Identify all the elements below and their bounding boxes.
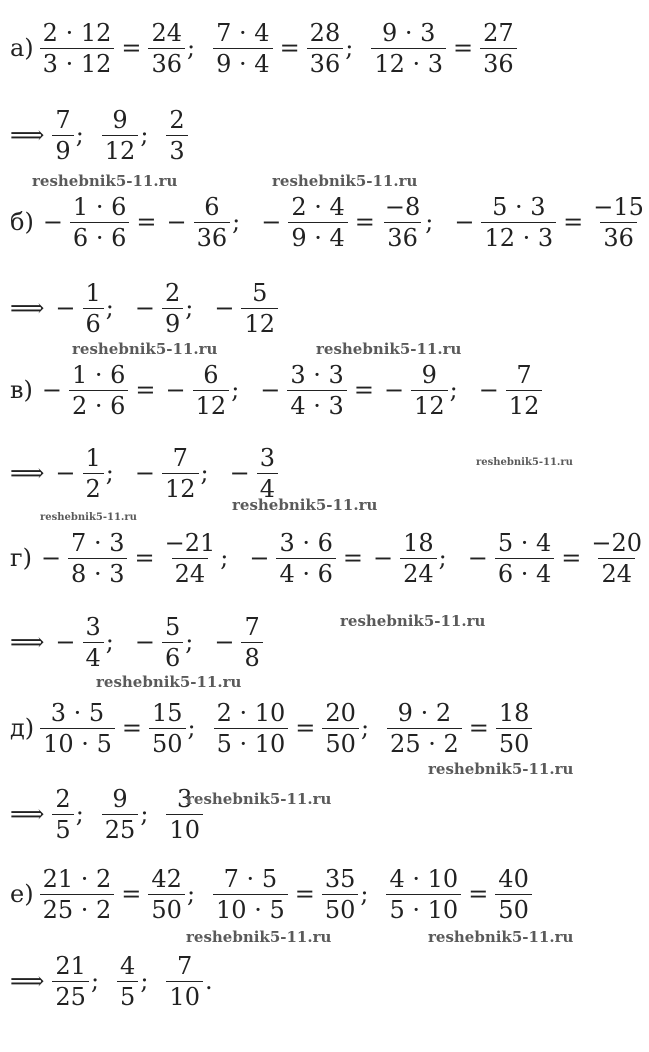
minus-sign: − xyxy=(467,544,488,572)
separator: ; xyxy=(360,714,370,742)
fraction xyxy=(162,278,183,338)
fraction xyxy=(241,278,278,338)
fraction xyxy=(307,18,344,78)
fraction-numerator: 27 xyxy=(483,18,514,47)
fraction xyxy=(495,528,554,588)
fraction-numerator: 7 xyxy=(244,612,260,641)
fraction xyxy=(52,784,73,844)
fraction-numerator: 7 xyxy=(172,443,188,472)
fraction xyxy=(481,192,556,252)
watermark: reshebnik5-11.ru xyxy=(186,790,332,808)
fraction-numerator: 9 xyxy=(112,784,128,813)
minus-sign: − xyxy=(55,459,76,487)
fraction-numerator: −20 xyxy=(591,528,643,557)
fraction-numerator: 4 xyxy=(120,951,136,980)
separator: ; xyxy=(449,376,458,404)
fraction-numerator: 18 xyxy=(498,698,530,727)
fraction xyxy=(322,698,359,758)
fraction-numerator: 3 xyxy=(85,612,101,641)
implies-sign: ⟹ xyxy=(10,459,45,487)
fraction-denominator: 5 xyxy=(52,814,73,842)
minus-sign: − xyxy=(249,544,270,572)
implies-sign: ⟹ xyxy=(10,121,45,149)
fraction xyxy=(40,18,115,78)
fraction xyxy=(148,18,185,78)
fraction-denominator: 3 xyxy=(166,135,187,163)
fraction xyxy=(40,698,115,758)
fraction-denominator: 2 · 6 xyxy=(69,390,128,418)
fraction-denominator: 10 · 5 xyxy=(213,894,288,922)
fraction-denominator: 36 xyxy=(384,222,421,250)
fraction xyxy=(102,784,139,844)
separator: ; xyxy=(200,459,209,487)
fraction-denominator: 5 · 10 xyxy=(214,728,289,756)
item-label: г) xyxy=(10,544,32,572)
fraction xyxy=(193,360,230,420)
fraction-denominator: 12 xyxy=(102,135,139,163)
fraction-denominator: 25 xyxy=(102,814,139,842)
fraction-numerator: 2 · 4 xyxy=(291,192,345,221)
fraction xyxy=(52,105,73,165)
fraction-denominator: 4 · 6 xyxy=(276,558,335,586)
fraction xyxy=(386,864,461,924)
fraction-denominator: 10 xyxy=(166,981,203,1009)
fraction xyxy=(83,443,104,503)
watermark: reshebnik5-11.ru xyxy=(72,340,218,358)
implies-sign: ⟹ xyxy=(10,294,45,322)
watermark: reshebnik5-11.ru xyxy=(340,612,486,630)
equals-sign: = xyxy=(294,880,315,908)
fraction-denominator: 36 xyxy=(307,48,344,76)
fraction-numerator: 1 xyxy=(85,278,101,307)
fraction-numerator: −21 xyxy=(164,528,216,557)
fraction-numerator: −15 xyxy=(593,192,644,221)
fraction-denominator: 36 xyxy=(600,222,637,250)
fraction-numerator: 3 · 5 xyxy=(50,698,105,727)
minus-sign: − xyxy=(260,376,281,404)
separator: ; xyxy=(425,208,434,236)
equals-sign: = xyxy=(453,34,474,62)
fraction xyxy=(83,612,104,672)
minus-sign: − xyxy=(373,544,394,572)
minus-sign: − xyxy=(42,208,63,236)
minus-sign: − xyxy=(214,294,235,322)
fraction-numerator: 2 · 12 xyxy=(42,18,112,47)
fraction xyxy=(480,18,517,78)
fraction xyxy=(70,192,129,252)
fraction xyxy=(322,864,359,924)
fraction xyxy=(287,360,346,420)
fraction-denominator: 25 xyxy=(52,981,89,1009)
fraction-denominator: 50 xyxy=(322,728,359,756)
fraction-denominator: 3 · 12 xyxy=(40,48,115,76)
equals-sign: = xyxy=(121,34,142,62)
fraction-numerator: 2 · 10 xyxy=(216,698,286,727)
fraction xyxy=(411,360,448,420)
fraction-denominator: 12 xyxy=(411,390,448,418)
fraction-denominator: 24 xyxy=(172,558,209,586)
separator: ; xyxy=(360,880,369,908)
fraction-numerator: 5 · 4 xyxy=(497,528,552,557)
fraction-numerator: −8 xyxy=(384,192,421,221)
fraction-denominator: 6 · 4 xyxy=(495,558,554,586)
fraction xyxy=(214,698,289,758)
equals-sign: = xyxy=(135,376,156,404)
fraction-denominator: 36 xyxy=(194,222,231,250)
line-b xyxy=(10,194,649,250)
line-g-result xyxy=(10,614,265,670)
fraction-numerator: 3 · 3 xyxy=(290,360,344,389)
fraction xyxy=(52,951,89,1011)
line-v xyxy=(10,362,544,418)
fraction-denominator: 6 xyxy=(83,308,104,336)
fraction xyxy=(162,612,183,672)
fraction-denominator: 10 xyxy=(166,814,203,842)
fraction xyxy=(495,864,532,924)
line-d xyxy=(10,700,534,756)
implies-sign: ⟹ xyxy=(10,628,45,656)
equals-sign: = xyxy=(468,880,489,908)
line-v-result xyxy=(10,445,280,501)
separator: ; xyxy=(90,967,100,995)
fraction-denominator: 5 xyxy=(117,981,138,1009)
equals-sign: = xyxy=(295,714,316,742)
fraction-numerator: 6 xyxy=(203,360,219,389)
separator: ; xyxy=(438,544,447,572)
separator: ; xyxy=(231,376,240,404)
fraction-denominator: 6 xyxy=(162,642,183,670)
fraction-denominator: 9 xyxy=(52,135,73,163)
separator: ; xyxy=(187,714,196,742)
minus-sign: − xyxy=(383,376,405,404)
fraction xyxy=(276,528,335,588)
fraction xyxy=(83,278,104,338)
fraction-denominator: 5 · 10 xyxy=(386,894,461,922)
minus-sign: − xyxy=(134,294,155,322)
minus-sign: − xyxy=(261,208,282,236)
fraction xyxy=(166,951,203,1011)
fraction-numerator: 7 · 4 xyxy=(216,18,270,47)
fraction-denominator: 25 · 2 xyxy=(387,728,462,756)
item-label: в) xyxy=(10,376,33,404)
fraction xyxy=(162,443,199,503)
fraction-denominator: 36 xyxy=(148,48,185,76)
separator: ; xyxy=(140,967,149,995)
separator: ; xyxy=(75,121,84,149)
watermark: reshebnik5-11.ru xyxy=(186,928,332,946)
minus-sign: − xyxy=(229,459,250,487)
line-g xyxy=(10,530,647,586)
equals-sign: = xyxy=(561,544,582,572)
fraction xyxy=(194,192,231,252)
equals-sign: = xyxy=(563,208,584,236)
fraction xyxy=(400,528,437,588)
implies-sign: ⟹ xyxy=(10,967,45,995)
minus-sign: − xyxy=(41,376,62,404)
fraction-numerator: 1 · 6 xyxy=(71,360,126,389)
watermark: reshebnik5-11.ru xyxy=(32,172,178,190)
fraction-numerator: 5 xyxy=(165,612,181,641)
fraction-denominator: 12 xyxy=(506,390,543,418)
fraction-denominator: 8 · 3 xyxy=(68,558,127,586)
fraction xyxy=(69,360,128,420)
fraction-numerator: 7 · 5 xyxy=(223,864,278,893)
fraction-denominator: 24 xyxy=(598,558,635,586)
line-a xyxy=(10,20,519,76)
equals-sign: = xyxy=(353,376,374,404)
fraction-denominator: 12 · 3 xyxy=(371,48,446,76)
line-e-result xyxy=(10,953,229,1009)
fraction xyxy=(68,528,127,588)
fraction-numerator: 7 · 3 xyxy=(71,528,125,557)
implies-sign: ⟹ xyxy=(10,800,45,828)
fraction-denominator: 12 xyxy=(241,308,278,336)
fraction-numerator: 5 xyxy=(252,278,268,307)
fraction xyxy=(387,698,462,758)
watermark: reshebnik5-11.ru xyxy=(476,457,573,468)
fraction xyxy=(148,864,185,924)
fraction xyxy=(166,105,187,165)
fraction xyxy=(213,18,272,78)
fraction-numerator: 18 xyxy=(403,528,434,557)
separator: ; xyxy=(186,880,196,908)
fraction xyxy=(588,528,645,588)
item-label: е) xyxy=(10,880,34,908)
item-label: б) xyxy=(10,208,34,236)
equals-sign: = xyxy=(342,544,363,572)
fraction xyxy=(371,18,446,78)
minus-sign: − xyxy=(454,208,475,236)
fraction-numerator: 40 xyxy=(498,864,529,893)
line-a-result xyxy=(10,107,190,163)
separator: ; xyxy=(220,544,229,572)
fraction-denominator: 6 · 6 xyxy=(70,222,129,250)
fraction-denominator: 12 xyxy=(162,473,199,501)
fraction-denominator: 50 xyxy=(495,894,532,922)
equals-sign: = xyxy=(134,544,155,572)
fraction-numerator: 20 xyxy=(325,698,356,727)
fraction xyxy=(162,528,219,588)
separator: ; xyxy=(187,34,196,62)
fraction-numerator: 9 · 2 xyxy=(397,698,452,727)
fraction-denominator: 50 xyxy=(148,894,185,922)
minus-sign: − xyxy=(134,459,155,487)
separator: ; xyxy=(105,628,114,656)
fraction-numerator: 6 xyxy=(204,192,220,221)
fraction xyxy=(149,698,186,758)
minus-sign: − xyxy=(55,628,76,656)
line-b-result xyxy=(10,280,280,336)
separator: ; xyxy=(140,121,149,149)
minus-sign: − xyxy=(166,208,187,236)
fraction-numerator: 2 xyxy=(169,105,185,134)
fraction-numerator: 1 · 6 xyxy=(72,192,127,221)
fraction-denominator: 12 xyxy=(193,390,230,418)
fraction xyxy=(257,443,278,503)
equals-sign: = xyxy=(279,34,300,62)
fraction-numerator: 9 xyxy=(421,360,437,389)
fraction xyxy=(590,192,647,252)
fraction-numerator: 7 xyxy=(516,360,532,389)
separator: ; xyxy=(345,34,354,62)
fraction-numerator: 3 xyxy=(177,784,193,813)
fraction xyxy=(213,864,288,924)
fraction-numerator: 2 xyxy=(165,278,181,307)
minus-sign: − xyxy=(478,376,499,404)
minus-sign: − xyxy=(165,376,186,404)
fraction xyxy=(382,192,423,252)
equals-sign: = xyxy=(121,880,142,908)
fraction xyxy=(40,864,115,924)
minus-sign: − xyxy=(134,628,155,656)
fraction-numerator: 35 xyxy=(324,864,356,893)
fraction-numerator: 3 · 6 xyxy=(279,528,333,557)
fraction xyxy=(102,105,139,165)
separator: ; xyxy=(105,294,114,322)
fraction-numerator: 15 xyxy=(151,698,183,727)
separator: ; xyxy=(105,459,114,487)
fraction-denominator: 8 xyxy=(241,642,262,670)
fraction-denominator: 4 · 3 xyxy=(287,390,346,418)
watermark: reshebnik5-11.ru xyxy=(40,512,137,523)
fraction-numerator: 1 xyxy=(85,443,101,472)
fraction-numerator: 28 xyxy=(309,18,341,47)
line-d-result xyxy=(10,786,205,842)
minus-sign: − xyxy=(214,628,235,656)
fraction xyxy=(288,192,347,252)
separator: ; xyxy=(232,208,241,236)
equals-sign: = xyxy=(468,714,489,742)
fraction-numerator: 24 xyxy=(151,18,183,47)
fraction-numerator: 7 xyxy=(177,951,193,980)
watermark: reshebnik5-11.ru xyxy=(428,760,574,778)
fraction-numerator: 2 xyxy=(55,784,71,813)
watermark: reshebnik5-11.ru xyxy=(316,340,462,358)
separator: . xyxy=(204,967,213,995)
fraction xyxy=(496,698,533,758)
watermark: reshebnik5-11.ru xyxy=(272,172,418,190)
separator: ; xyxy=(185,294,194,322)
fraction-denominator: 9 xyxy=(162,308,183,336)
fraction xyxy=(506,360,543,420)
fraction-denominator: 4 xyxy=(83,642,104,670)
separator: ; xyxy=(185,628,194,656)
equals-sign: = xyxy=(136,208,157,236)
fraction-numerator: 21 · 2 xyxy=(42,864,112,893)
fraction-denominator: 24 xyxy=(400,558,437,586)
fraction-numerator: 7 xyxy=(55,105,71,134)
fraction-denominator: 36 xyxy=(480,48,517,76)
fraction-numerator: 5 · 3 xyxy=(492,192,546,221)
fraction-denominator: 9 · 4 xyxy=(213,48,272,76)
watermark: reshebnik5-11.ru xyxy=(232,496,378,514)
item-label: а) xyxy=(10,34,34,62)
fraction-denominator: 50 xyxy=(322,894,359,922)
watermark: reshebnik5-11.ru xyxy=(428,928,574,946)
fraction-denominator: 25 · 2 xyxy=(40,894,115,922)
fraction-numerator: 4 · 10 xyxy=(389,864,459,893)
fraction xyxy=(117,951,138,1011)
fraction-denominator: 50 xyxy=(496,728,533,756)
line-e xyxy=(10,866,534,922)
fraction-numerator: 9 · 3 xyxy=(381,18,436,47)
fraction-numerator: 3 xyxy=(259,443,276,472)
fraction-numerator: 21 xyxy=(55,951,86,980)
fraction-numerator: 42 xyxy=(151,864,182,893)
fraction-denominator: 9 · 4 xyxy=(288,222,347,250)
separator: ; xyxy=(140,800,149,828)
fraction xyxy=(241,612,262,672)
equals-sign: = xyxy=(354,208,375,236)
minus-sign: − xyxy=(40,544,62,572)
separator: ; xyxy=(75,800,84,828)
fraction-numerator: 9 xyxy=(112,105,128,134)
fraction-denominator: 12 · 3 xyxy=(481,222,556,250)
fraction-denominator: 4 xyxy=(257,473,278,501)
watermark: reshebnik5-11.ru xyxy=(96,673,242,691)
fraction-denominator: 50 xyxy=(149,728,186,756)
fraction-denominator: 10 · 5 xyxy=(40,728,115,756)
item-label: д) xyxy=(10,714,35,742)
minus-sign: − xyxy=(55,294,76,322)
equals-sign: = xyxy=(121,714,142,742)
fraction-denominator: 2 xyxy=(83,473,104,501)
